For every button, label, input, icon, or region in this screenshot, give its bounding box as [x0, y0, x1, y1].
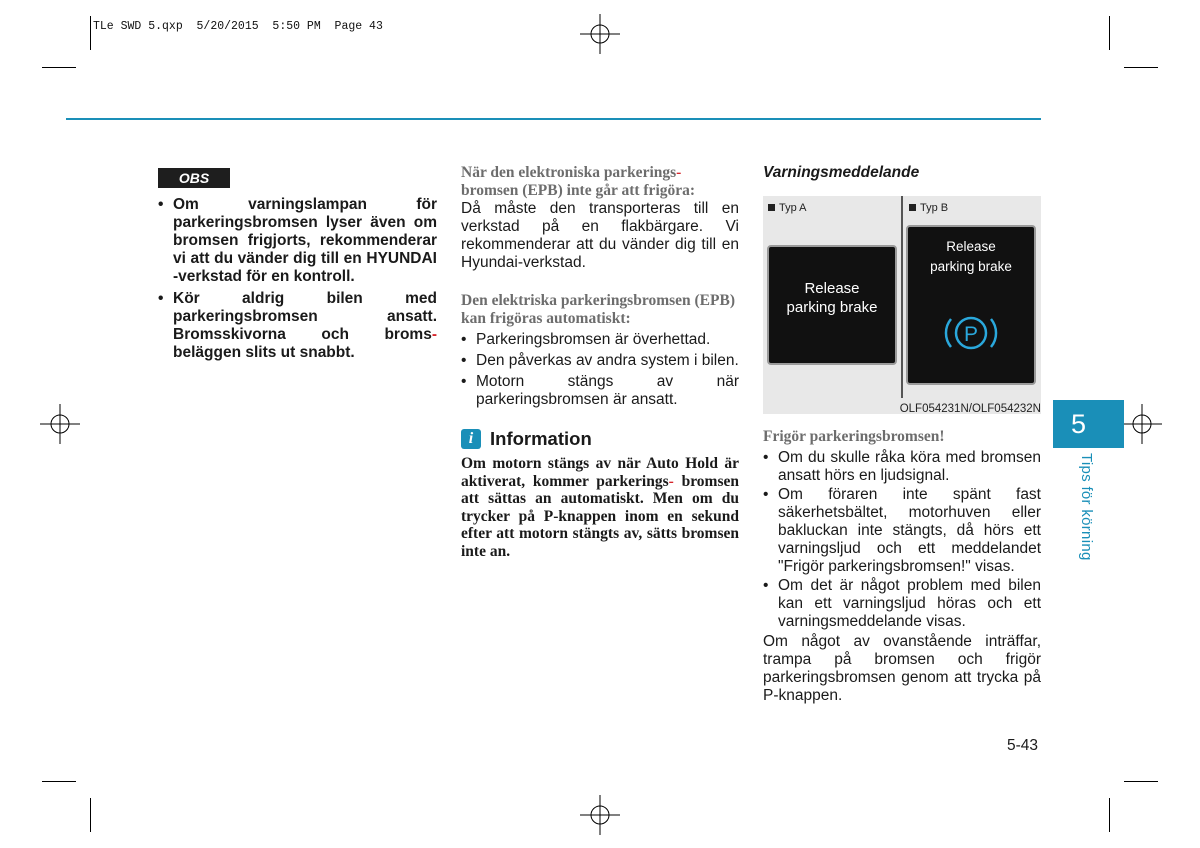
print-header: TLe SWD 5.qxp 5/20/2015 5:50 PM Page 43 [93, 20, 383, 33]
obs-bullet [158, 290, 437, 362]
figure-divider [901, 196, 903, 398]
crop-mark [1109, 798, 1110, 832]
parking-brake-warning-icon [941, 310, 1001, 356]
type-label-b [909, 199, 948, 217]
info-text [461, 455, 739, 560]
crop-mark [1124, 67, 1158, 68]
section-heading [461, 164, 739, 200]
screen-message [908, 237, 1034, 277]
screen-message-line: Release [946, 239, 996, 254]
type-label-text: Typ A [779, 202, 807, 214]
info-text-part: Om motorn stängs av när Auto Hold är aktiverat, kommer parkerings [461, 455, 739, 490]
chapter-tab: 5 [1053, 400, 1124, 448]
crop-mark [1124, 781, 1158, 782]
chapter-title: Tips för körning [1078, 453, 1095, 561]
registration-mark-top [580, 14, 620, 54]
list-item: • Parkeringsbromsen är överhettad. [461, 331, 739, 349]
square-bullet-icon [768, 204, 775, 211]
figure-code: OLF054231N/OLF054232N [899, 403, 1041, 415]
heading-text: bromsen (EPB) inte går att frigöra: [461, 182, 696, 199]
cluster-figure [763, 196, 1041, 414]
page-number: 5-43 [1007, 737, 1039, 754]
list-item: • Om det är något problem med bilen kan ett varningsljud höras och ett varningsmeddelande visas. [763, 577, 1041, 631]
heading-text: När den elektroniska parkerings [461, 164, 677, 181]
info-title: Information [490, 428, 592, 449]
obs-bullet-text: Om varningslampan för parkeringsbromsen lyser även om bromsen frigjorts, rekommenderar vi att du vänder dig till en HYUNDAI -verkstad för en kontroll. [173, 196, 437, 285]
list-item: • Om föraren inte spänt fast säkerhetsbältet, motorhuven eller bakluckan inte stängts, då hörs ett varningsljud och ett meddelandet "Frigör parkeringsbromsen!" visas. [763, 486, 1041, 576]
obs-note [158, 196, 437, 366]
screen-message-line: parking brake [930, 259, 1012, 274]
hyphen-mark: - [431, 326, 437, 343]
hyphen-mark: - [676, 164, 682, 181]
registration-mark-bottom [580, 795, 620, 835]
brake-letter: P [963, 323, 979, 346]
section-heading: Frigör parkeringsbromsen! [763, 428, 945, 445]
square-bullet-icon [909, 204, 916, 211]
hyphen-mark: - [668, 472, 674, 490]
top-rule [66, 118, 1041, 120]
screen-message-line: Release [804, 280, 860, 297]
cluster-screen-b [906, 225, 1036, 385]
paragraph: Då måste den transporteras till en verkstad på en flakbärgare. Vi rekommenderar att du vänder dig till en Hyundai-verkstad. [461, 200, 739, 271]
type-label-text: Typ B [920, 202, 949, 214]
registration-mark-right [1122, 404, 1162, 444]
section-heading: Den elektriska parkeringsbromsen (EPB) kan frigöras automatiskt: [461, 292, 735, 327]
column-right [763, 164, 1041, 705]
column-middle [461, 164, 739, 560]
cluster-screen-a [767, 245, 897, 365]
obs-bullet-text: beläggen slits ut snabbt. [173, 344, 355, 361]
crop-mark [90, 798, 91, 832]
info-text-part: bromsen att sättas an automatiskt. Men om du trycker på P-knappen inom en sekund efter att motorn stängts av, sätts bromsen inte an. [461, 472, 739, 560]
crop-mark [90, 16, 91, 50]
crop-mark [42, 67, 76, 68]
list-item: • Om du skulle råka köra med bromsen ansatt hörs en ljudsignal. [763, 449, 1041, 485]
obs-badge: OBS [158, 168, 230, 188]
obs-bullet [158, 196, 437, 286]
list-item: • Den påverkas av andra system i bilen. [461, 352, 739, 370]
info-header [461, 429, 739, 449]
type-label-a [768, 199, 807, 217]
paragraph: Om något av ovanstående inträffar, trampa på bromsen och frigör parkeringsbromsen genom att trycka på P-knappen. [763, 633, 1041, 704]
registration-mark-left [40, 404, 80, 444]
crop-mark [1109, 16, 1110, 50]
screen-message [769, 279, 895, 317]
screen-message-line: parking brake [786, 299, 878, 316]
obs-bullet-text: Kör aldrig bilen med parkeringsbromsen ansatt. Bromsskivorna och broms [173, 290, 437, 343]
list-item: • Motorn stängs av när parkeringsbromsen är ansatt. [461, 373, 739, 409]
info-icon: i [461, 429, 481, 449]
warning-title: Varningsmeddelande [763, 164, 920, 181]
crop-mark [42, 781, 76, 782]
